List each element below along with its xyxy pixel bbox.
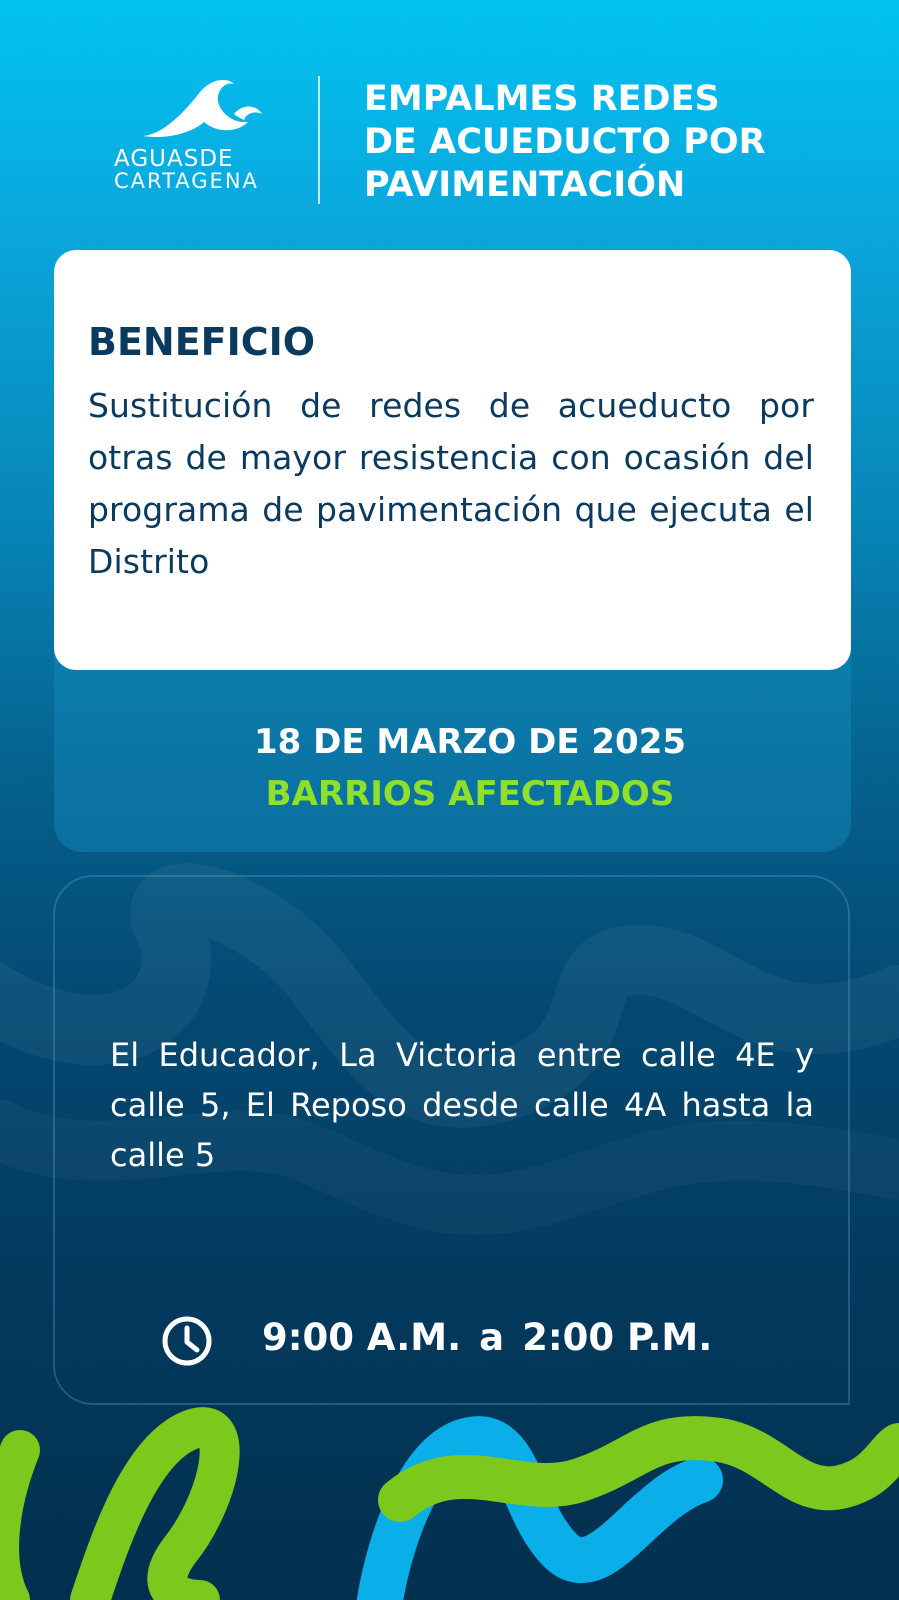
title-line-2: DE ACUEDUCTO POR xyxy=(364,122,766,162)
wave-logo-icon xyxy=(138,74,268,144)
time-separator: a xyxy=(479,1316,505,1359)
aguas-de-cartagena-logo xyxy=(108,74,298,204)
benefit-description: Sustitución de redes de acueducto por otras de mayor resistencia con ocasión del programa de pavimentación que ejecuta el Distrito xyxy=(88,386,814,581)
schedule xyxy=(160,1310,840,1370)
benefit-card xyxy=(54,250,851,670)
time-start: 9:00 A.M. xyxy=(262,1316,462,1359)
schedule-time xyxy=(262,1310,712,1366)
time-end: 2:00 P.M. xyxy=(522,1316,713,1359)
logo-line-2: CARTAGENA xyxy=(114,169,259,193)
clock-icon xyxy=(160,1314,214,1368)
page-title xyxy=(364,78,804,207)
barrios-list: El Educador, La Victoria entre calle 4E y calle 5, El Reposo desde calle 4A hasta la calle 5 xyxy=(110,1036,814,1174)
notice-date: 18 DE MARZO DE 2025 xyxy=(253,722,687,762)
benefit-heading: BENEFICIO xyxy=(88,320,316,364)
decorative-waves xyxy=(0,1390,899,1600)
header-divider xyxy=(318,76,320,204)
barrios-afectados-label: BARRIOS AFECTADOS xyxy=(265,774,675,814)
title-line-3: PAVIMENTACIÓN xyxy=(364,165,686,205)
logo-line-1: AGUASDE xyxy=(114,146,234,172)
header xyxy=(0,0,899,240)
title-line-1: EMPALMES REDES xyxy=(364,79,720,119)
